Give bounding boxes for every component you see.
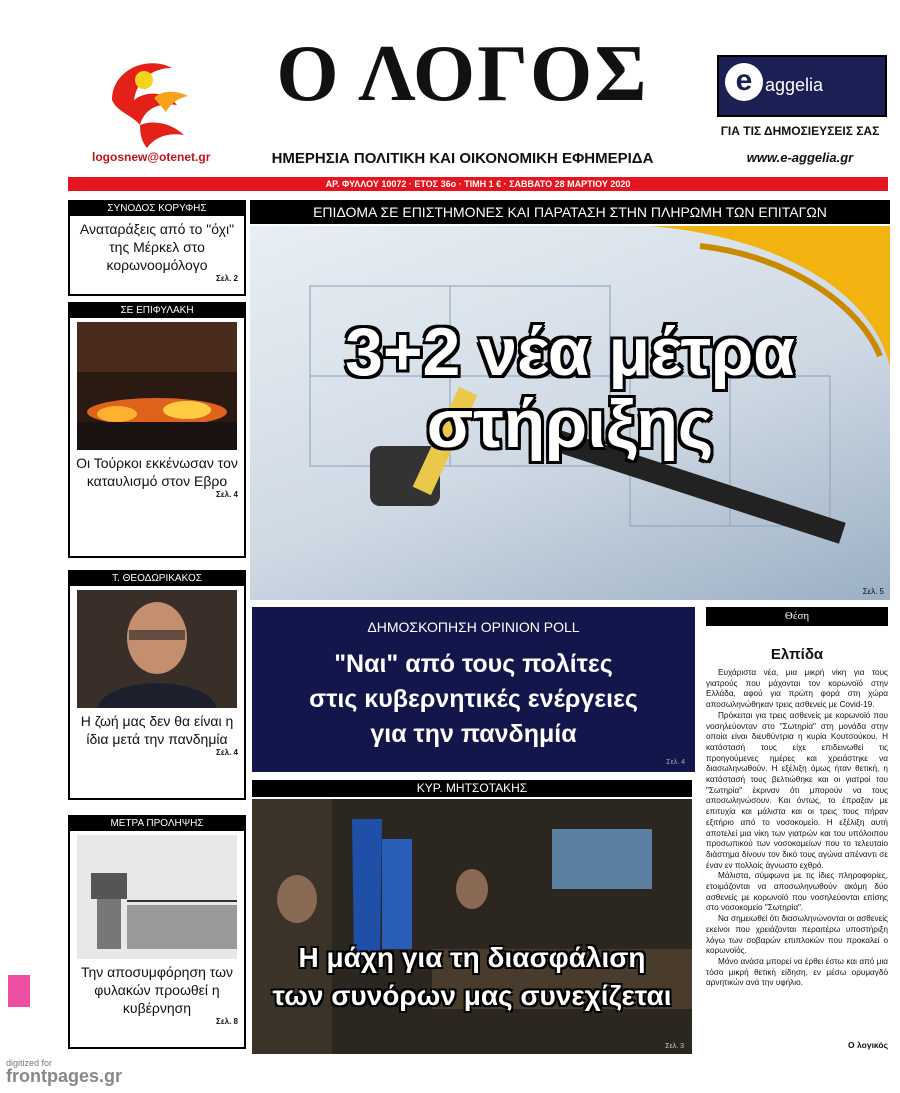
prison-photo bbox=[77, 835, 237, 959]
main-headline bbox=[250, 316, 890, 460]
poll-line-2: στις κυβερνητικές ενέργειες bbox=[309, 685, 638, 713]
card-title: Η ζωή μας δεν θα είναι η ίδια μετά την πανδημία bbox=[80, 713, 234, 747]
opinion-title: Ελπίδα bbox=[770, 646, 824, 663]
opinion-signature: Ο λογικός bbox=[848, 1040, 888, 1050]
fire-photo bbox=[77, 322, 237, 450]
meeting-photo bbox=[252, 799, 692, 1054]
hero-image[interactable] bbox=[250, 226, 890, 600]
ad-url[interactable]: www.e-aggelia.gr bbox=[746, 150, 854, 165]
site-watermark[interactable]: frontpages.gr bbox=[6, 1066, 123, 1086]
eaggelia-ad[interactable] bbox=[717, 55, 887, 117]
card-page: Σελ. 4 bbox=[216, 748, 238, 757]
mitsotakis-headline bbox=[252, 939, 692, 1015]
poll-header: ΔΗΜΟΣΚΟΠΗΣΗ OPINION POLL bbox=[367, 619, 580, 635]
poll-page-ref: Σελ. 4 bbox=[666, 759, 685, 766]
newspaper-title: Ο ΛΟΓΟΣ bbox=[276, 30, 649, 118]
newspaper-subtitle: ΗΜΕΡΗΣΙΑ ΠΟΛΙΤΙΚΗ ΚΑΙ ΟΙΚΟΝΟΜΙΚΗ ΕΦΗΜΕΡΙΔΑ bbox=[271, 150, 654, 167]
opinion-paragraph: Να σημειωθεί ότι διασωληνώνονται οι ασθενείς εκείνοι που χρειάζονται περαιτέρω υποστήριξη λόγω των σοβαρών επιπλοκών που προκαλεί ο κορωνοϊός. bbox=[706, 914, 888, 956]
e-logo-icon: e bbox=[725, 63, 763, 101]
contact-email[interactable]: logosnew@otenet.gr bbox=[92, 150, 211, 164]
logo-mark bbox=[92, 50, 200, 150]
opinion-paragraph: Μόνο ανάσα μπορεί να έρθει έστω και από μια τόσο μικρή θετική είδηση, εν μέσω ορυμαγδό αρνητικών ανά την υφήλιο. bbox=[706, 956, 888, 988]
mit-line-2: των συνόρων μας συνεχίζεται bbox=[272, 980, 672, 1011]
card-page: Σελ. 2 bbox=[216, 274, 238, 283]
mitsotakis-story[interactable] bbox=[252, 799, 692, 1054]
ad-tagline: ΓΙΑ ΤΙΣ ΔΗΜΟΣΙΕΥΣΕΙΣ ΣΑΣ bbox=[720, 124, 880, 138]
poll-line-1: "Ναι" από τους πολίτες bbox=[334, 650, 613, 678]
opinion-body bbox=[706, 668, 888, 989]
card-page: Σελ. 4 bbox=[216, 490, 238, 499]
card-theodorikakos[interactable] bbox=[68, 570, 246, 800]
card-title: Την αποσυμφόρηση των φυλακών προωθεί η κυβέρνηση bbox=[80, 964, 234, 1016]
main-banner: ΕΠΙΔΟΜΑ ΣΕ ΕΠΙΣΤΗΜΟΝΕΣ ΚΑΙ ΠΑΡΑΤΑΣΗ ΣΤΗΝ ΠΛΗΡΩΜΗ ΤΩΝ ΕΠΙΤΑΓΩΝ bbox=[250, 200, 890, 224]
mit-line-1: Η μάχη για τη διασφάλιση bbox=[298, 942, 646, 973]
portrait-photo bbox=[77, 590, 237, 708]
opinion-paragraph: Πρόκειται για τρεις ασθενείς με κορωνοϊό που νοσηλεύονταν στο "Σωτηρία" στη μονάδα στην οποία είναι διευθύντρια η κυρία Κουτσούκου. Η κατάστασή τους είχε επιδεινωθεί τις προηγούμενες ημέρες και χρειάστηκε να διασωληνωθούν. Η εξέλιξη όμως ήταν θετική, η κατάστασή τους βελτιώθηκε και οι γιατροί του "Σωτηρία" έκριναν ότι μπορούν να τους αποσωληνώσουν. Και όντως, το έπραξαν με επιτυχία και μάλιστα και οι τρεις τους πήραν εξιτήριο από το νοσοκομείο. Η εξέλιξη αυτή αποτελεί μια νίκη των γιατρών και του υπόλοιπου προσωπικού των νοσοκομείων που το τελευταίο διάστημα δίνουν τον δικό τους αγώνα απέναντι σε έναν εν πολλοίς άγνωστο εχθρό. bbox=[706, 710, 888, 870]
card-header: ΣΥΝΟΔΟΣ ΚΟΡΥΦΗΣ bbox=[70, 202, 244, 216]
card-header: ΜΕΤΡΑ ΠΡΟΛΗΨΗΣ bbox=[70, 817, 244, 831]
poll-box[interactable] bbox=[252, 607, 695, 772]
card-header: Τ. ΘΕΟΔΩΡΙΚΑΚΟΣ bbox=[70, 572, 244, 586]
card-page: Σελ. 8 bbox=[216, 1017, 238, 1026]
opinion-header: Θέση bbox=[706, 607, 888, 626]
card-evros[interactable] bbox=[68, 302, 246, 558]
ad-brand: aggelia bbox=[765, 75, 824, 95]
card-prisons[interactable] bbox=[68, 815, 246, 1049]
card-title: Αναταράξεις από το "όχι" της Μέρκελ στο κορωνοομόλογο bbox=[79, 221, 235, 273]
digitized-label: digitized for bbox=[6, 1058, 53, 1068]
card-summit[interactable] bbox=[68, 200, 246, 296]
hero-page-ref: Σελ. 5 bbox=[862, 587, 884, 596]
mitsotakis-page-ref: Σελ. 3 bbox=[665, 1043, 684, 1050]
opinion-paragraph: Ευχάριστα νέα, μια μικρή νίκη για τους γιατρούς που μάχονται τον κορωνοϊό στην Ελλάδα, αφού για πρώτη φορά στη χώρα αποσωληνώθηκαν τρεις ασθενείς με Covid-19. bbox=[706, 668, 888, 710]
card-title: Οι Τούρκοι εκκένωσαν τον καταυλισμό στον Εβρο bbox=[76, 455, 238, 489]
opinion-paragraph: Μάλιστα, σύμφωνα με τις ίδιες πληροφορίες, ετοιμάζονται να αποσωληνωθούν ακόμη δύο ασθενείς με κορωνοϊό που νοσηλεύονται επίσης στο νοσοκομείο "Σωτηρία". bbox=[706, 871, 888, 913]
poll-headline bbox=[252, 647, 695, 752]
card-header: ΣΕ ΕΠΙΦΥΛΑΚΗ bbox=[70, 304, 244, 318]
issue-bar: ΑΡ. ΦΥΛΛΟΥ 10072 · ΕΤΟΣ 36ο · ΤΙΜΗ 1 € · ΣΑΒΒΑΤΟ 28 ΜΑΡΤΙΟΥ 2020 bbox=[68, 177, 888, 191]
headline-line-2: στήριξης bbox=[426, 386, 714, 462]
mitsotakis-header: ΚΥΡ. ΜΗΤΣΟΤΑΚΗΣ bbox=[252, 780, 692, 797]
headline-line-1: 3+2 νέα μέτρα bbox=[345, 314, 795, 390]
pink-marker bbox=[8, 975, 30, 1007]
poll-line-3: για την πανδημία bbox=[370, 720, 577, 748]
